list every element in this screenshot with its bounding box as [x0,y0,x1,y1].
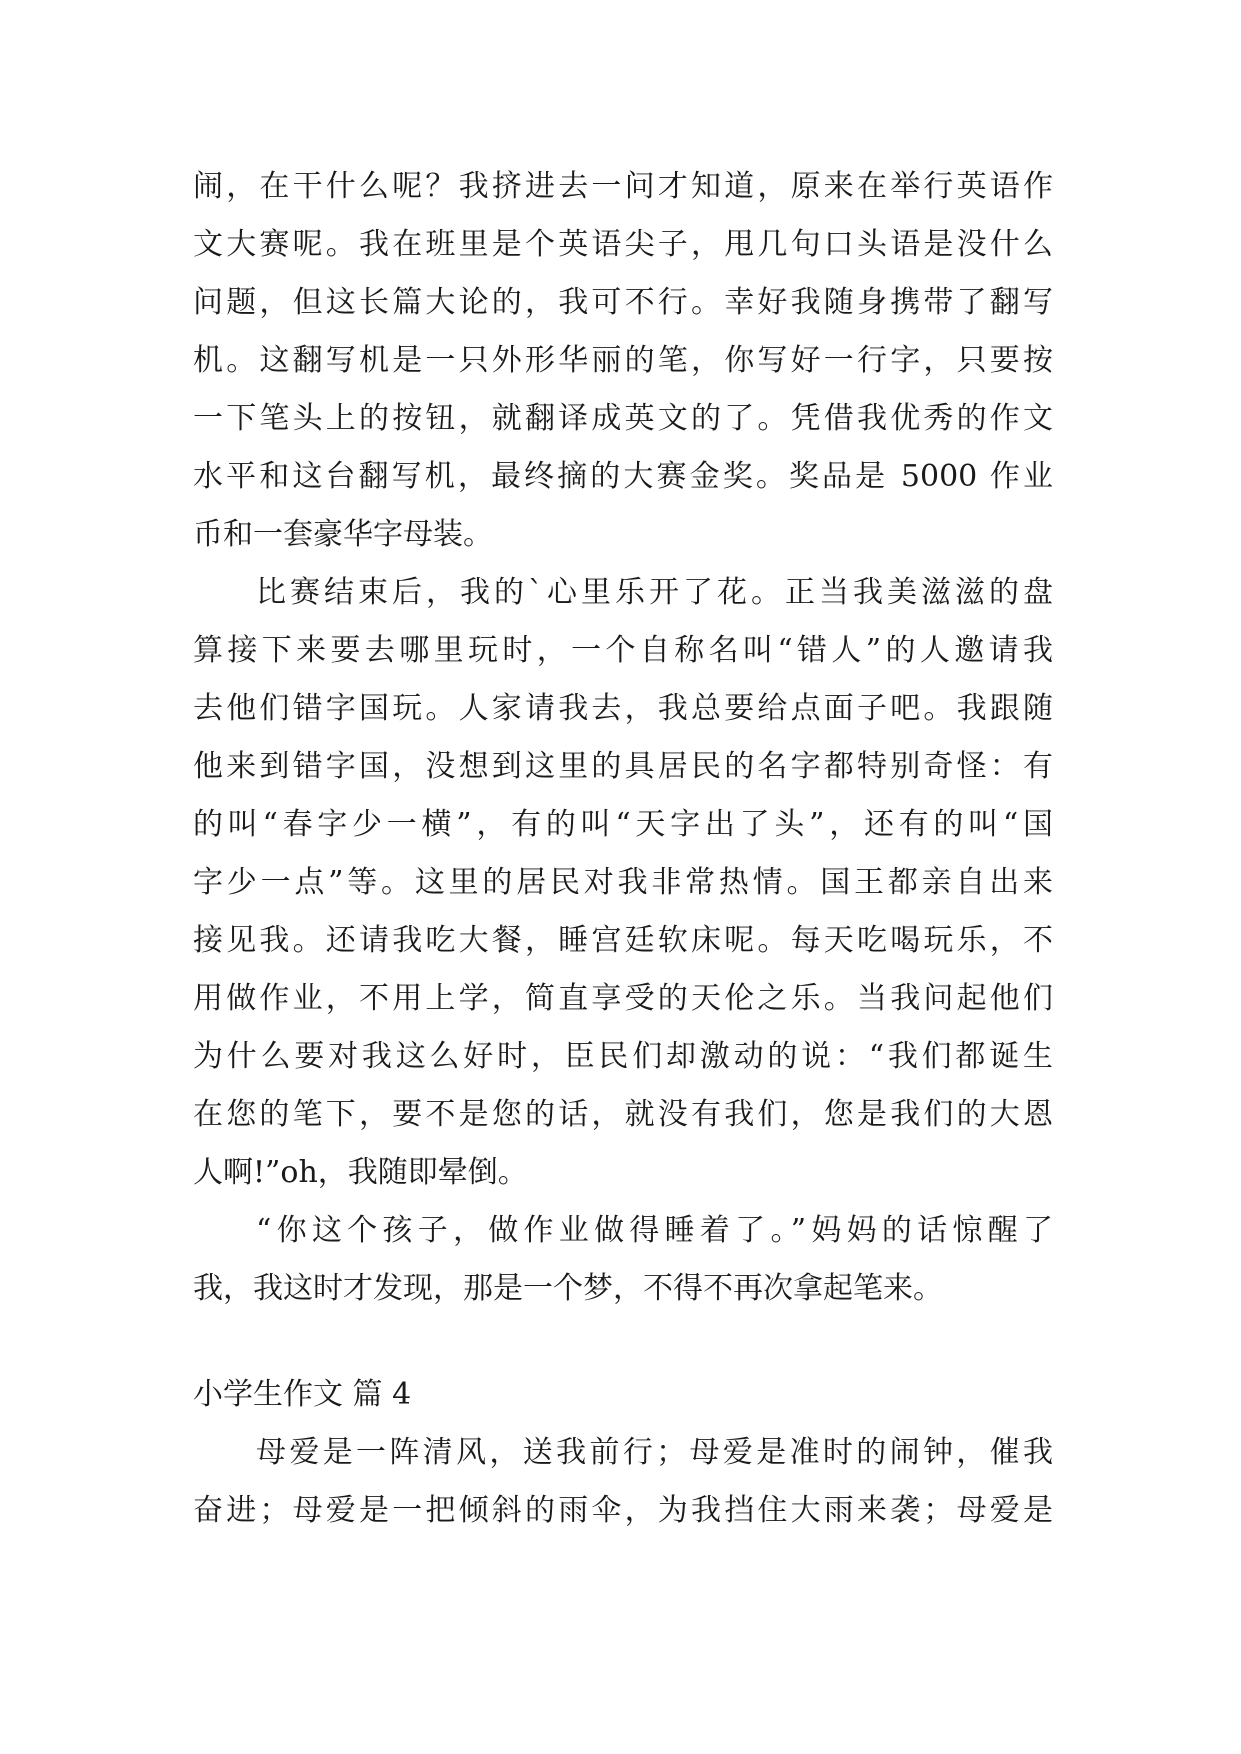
paragraph-3 [193,1202,1053,1318]
text-line: 问题，但这长篇大论的，我可不行。幸好我随身携带了翻写 [193,285,1053,320]
text-line: 的叫“春字少一横”，有的叫“天字出了头”，还有的叫“国 [193,807,1053,842]
text-line: 机。这翻写机是一只外形华丽的笔，你写好一行字，只要按 [193,343,1053,378]
text-line: 奋进；母爱是一把倾斜的雨伞，为我挡住大雨来袭；母爱是 [193,1493,1053,1528]
text-line: 文大赛呢。我在班里是个英语尖子，甩几句口头语是没什么 [193,227,1053,262]
paragraph-2 [193,564,1053,1202]
text-line: 母爱是一阵清风，送我前行；母爱是准时的闹钟，催我 [256,1435,1053,1470]
text-line: 币和一套豪华字母装。 [193,517,493,552]
text-line: 一下笔头上的按钮，就翻译成英文的了。凭借我优秀的作文 [193,401,1053,436]
text-line: 在您的笔下，要不是您的话，就没有我们，您是我们的大恩 [193,1097,1053,1132]
text-line: 水平和这台翻写机，最终摘的大赛金奖。奖品是 5000 作业 [193,459,1053,494]
text-line: 算接下来要去哪里玩时，一个自称名叫“错人”的人邀请我 [193,633,1053,668]
text-line: “你这个孩子，做作业做得睡着了。”妈妈的话惊醒了 [256,1213,1053,1248]
text-line: 字少一点”等。这里的居民对我非常热情。国王都亲自出来 [193,865,1053,900]
text-line: 我，我这时才发现，那是一个梦，不得不再次拿起笔来。 [193,1271,943,1306]
text-line: 去他们错字国玩。人家请我去，我总要给点面子吧。我跟随 [193,691,1053,726]
text-line: 闹，在干什么呢？我挤进去一问才知道，原来在举行英语作 [193,169,1053,204]
paragraph-4 [193,1424,1053,1540]
document-page [193,158,1053,1540]
text-line: 他来到错字国，没想到这里的具居民的名字都特别奇怪：有 [193,749,1053,784]
text-line: 接见我。还请我吃大餐，睡宫廷软床呢。每天吃喝玩乐，不 [193,923,1053,958]
text-line: 为什么要对我这么好时，臣民们却激动的说：“我们都诞生 [193,1039,1053,1074]
paragraph-1 [193,158,1053,564]
text-line: 比赛结束后，我的`心里乐开了花。正当我美滋滋的盘 [256,575,1053,610]
text-line: 人啊!”oh，我随即晕倒。 [193,1155,528,1190]
section-heading: 小学生作文 篇 4 [193,1377,412,1412]
text-line: 用做作业，不用上学，简直享受的天伦之乐。当我问起他们 [193,981,1053,1016]
